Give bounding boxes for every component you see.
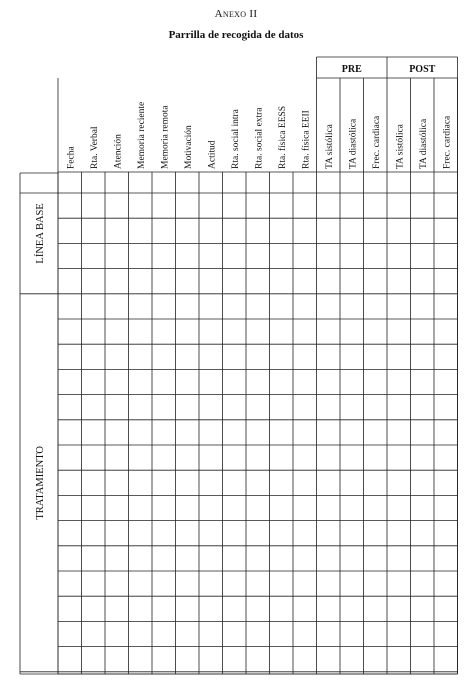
column-header: TA sistólica	[324, 124, 335, 169]
column-header: Rta. social intra	[230, 109, 241, 169]
group-label-pre: PRE	[341, 64, 362, 75]
section-label-treatment: TRATAMIENTO	[35, 445, 46, 520]
column-header: TA diastólica	[348, 118, 359, 169]
column-header: Frec. cardiaca	[442, 115, 453, 169]
group-label-post: POST	[409, 64, 436, 75]
column-header: TA sistólica	[395, 124, 406, 169]
section-label-baseline: LÍNEA BASE	[35, 203, 46, 264]
column-header: Rta. Verbal	[89, 126, 100, 169]
column-header: Rta. física EESS	[277, 105, 288, 169]
column-header: Rta. física EEII	[301, 110, 312, 169]
column-header: Motivación	[183, 125, 194, 169]
column-header: Actitud	[207, 140, 218, 169]
column-header: Fecha	[66, 146, 77, 169]
column-header: TA diastólica	[418, 118, 429, 169]
annex-label: Anexo II	[214, 8, 258, 20]
column-header: Frec. cardiaca	[371, 115, 382, 169]
document-title: Parrilla de recogida de datos	[168, 29, 304, 41]
column-header: Atención	[113, 134, 124, 169]
column-header: Rta. social extra	[254, 107, 265, 169]
column-header: Memoria remota	[160, 105, 171, 169]
column-header: Memoria reciente	[136, 101, 147, 169]
